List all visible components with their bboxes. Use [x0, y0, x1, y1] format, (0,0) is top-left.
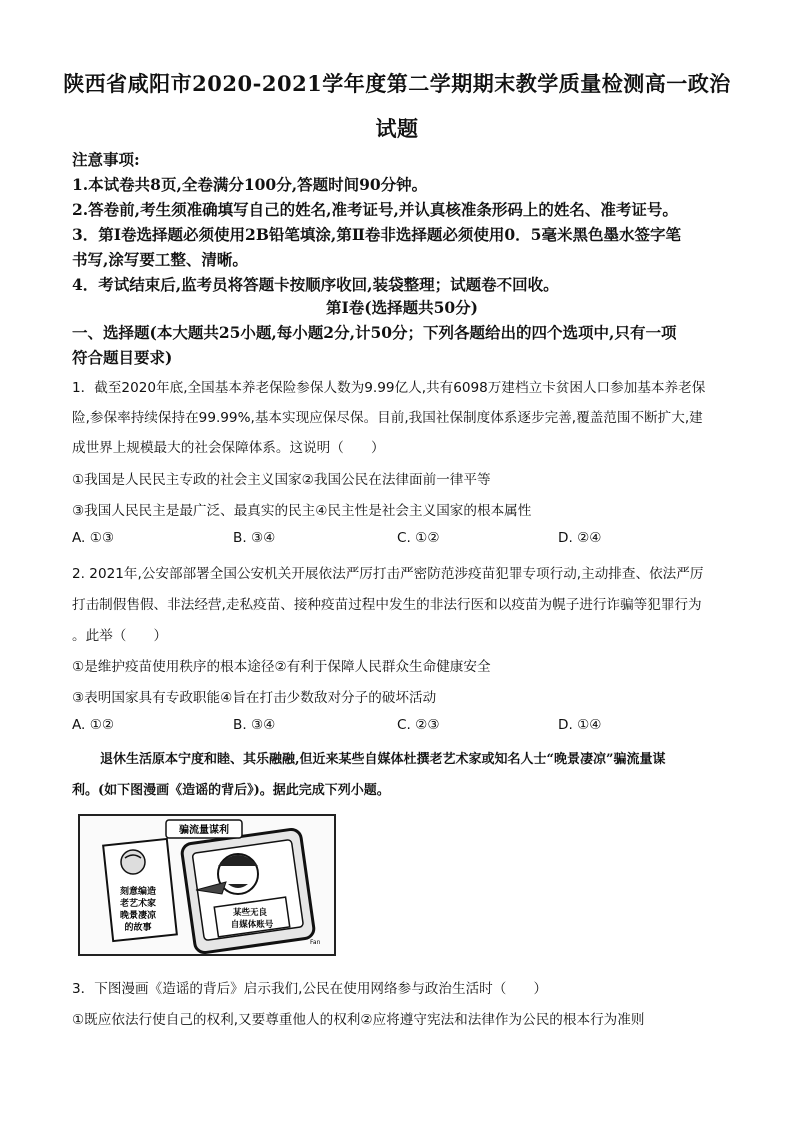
question-2-statement-2: ③表明国家具有专政职能④旨在打击少数敌对分子的破坏活动	[72, 690, 437, 706]
section-title: 第Ⅰ卷(选择题共50分)	[326, 298, 478, 317]
question-1-stem-3: 成世界上规模最大的社会保障体系。这说明（ ）	[72, 440, 385, 456]
question-1-statement-2: ③我国人民民主是最广泛、最真实的民主④民主性是社会主义国家的根本属性	[72, 503, 532, 519]
exam-title-line-2: 试题	[375, 116, 419, 141]
question-1-statement-1: ①我国是人民民主专政的社会主义国家②我国公民在法律面前一律平等	[72, 472, 491, 488]
cartoon-left-sign-4: 的故事	[124, 923, 152, 933]
cartoon-right-sign-2: 自媒体账号	[230, 920, 274, 930]
notice-item-3-cont: 书写,涂写要工整、清晰。	[72, 250, 248, 269]
exam-title-line-1: 陕西省咸阳市2020-2021学年度第二学期期末教学质量检测高一政治	[63, 71, 731, 96]
question-2-option-b[interactable]: B. ③④	[233, 717, 276, 733]
cartoon-left-sign-1: 刻意编造	[119, 887, 157, 897]
cartoon-left-sign-3: 晚景凄凉	[119, 911, 157, 921]
section-instruction-1: 一、选择题(本大题共25小题,每小题2分,计50分；下列各题给出的四个选项中,只有一项	[72, 323, 677, 342]
notice-item-4: 4．考试结束后,监考员将答题卡按顺序收回,装袋整理；试题卷不回收。	[72, 275, 559, 294]
question-2-stem-2: 打击制假售假、非法经营,走私疫苗、接种疫苗过程中发生的非法行医和以疫苗为幌子进行诈骗等犯罪行为	[72, 597, 702, 613]
question-3-stem: 3．下图漫画《造谣的背后》启示我们,公民在使用网络参与政治生活时（ ）	[72, 981, 548, 997]
question-1-option-a[interactable]: A. ①③	[72, 530, 115, 546]
material-line-1: 退休生活原本宁度和睦、其乐融融,但近来某些自媒体杜撰老艺术家或知名人士“晚景凄凉”骗流量谋	[100, 752, 666, 767]
cartoon-banner-text: 骗流量谋利	[179, 825, 229, 836]
cartoon-signature: Fan	[310, 939, 321, 946]
notice-heading: 注意事项:	[72, 150, 140, 169]
material-line-2: 利。(如下图漫画《造谣的背后》)。据此完成下列小题。	[72, 783, 390, 798]
notice-item-2: 2.答卷前,考生须准确填写自己的姓名,准考证号,并认真核准条形码上的姓名、准考证号。	[72, 200, 678, 219]
section-instruction-2: 符合题目要求)	[72, 348, 173, 367]
question-2-statement-1: ①是维护疫苗使用秩序的根本途径②有利于保障人民群众生命健康安全	[72, 659, 491, 675]
cartoon-image	[78, 814, 336, 956]
cartoon-right-sign-1: 某些无良	[232, 908, 268, 918]
question-1-stem-2: 险,参保率持续保持在99.99%,基本实现应保尽保。目前,我国社保制度体系逐步完善,覆盖范围不断扩大,建	[72, 410, 703, 426]
question-1-option-d[interactable]: D. ②④	[558, 530, 602, 546]
question-2-option-c[interactable]: C. ②③	[397, 717, 440, 733]
question-3-statement-1: ①既应依法行使自己的权利,又要尊重他人的权利②应将遵守宪法和法律作为公民的根本行为准则	[72, 1012, 645, 1028]
question-2-option-d[interactable]: D. ①④	[558, 717, 602, 733]
notice-item-3: 3．第Ⅰ卷选择题必须使用2B铅笔填涂,第Ⅱ卷非选择题必须使用0．5毫米黑色墨水签字笔	[72, 225, 681, 244]
cartoon-left-sign-2: 老艺术家	[119, 899, 157, 909]
question-1-option-c[interactable]: C. ①②	[397, 530, 440, 546]
question-2-stem-3: 。此举（ ）	[72, 628, 168, 644]
question-2-stem-1: 2. 2021年,公安部部署全国公安机关开展依法严厉打击严密防范涉疫苗犯罪专项行动,主动排查、依法严厉	[72, 566, 704, 582]
question-2-option-a[interactable]: A. ①②	[72, 717, 115, 733]
question-1-stem-1: 1．截至2020年底,全国基本养老保险参保人数为9.99亿人,共有6098万建档立卡贫困人口参加基本养老保	[72, 380, 706, 396]
notice-item-1: 1.本试卷共8页,全卷满分100分,答题时间90分钟。	[72, 175, 428, 194]
question-1-option-b[interactable]: B. ③④	[233, 530, 276, 546]
